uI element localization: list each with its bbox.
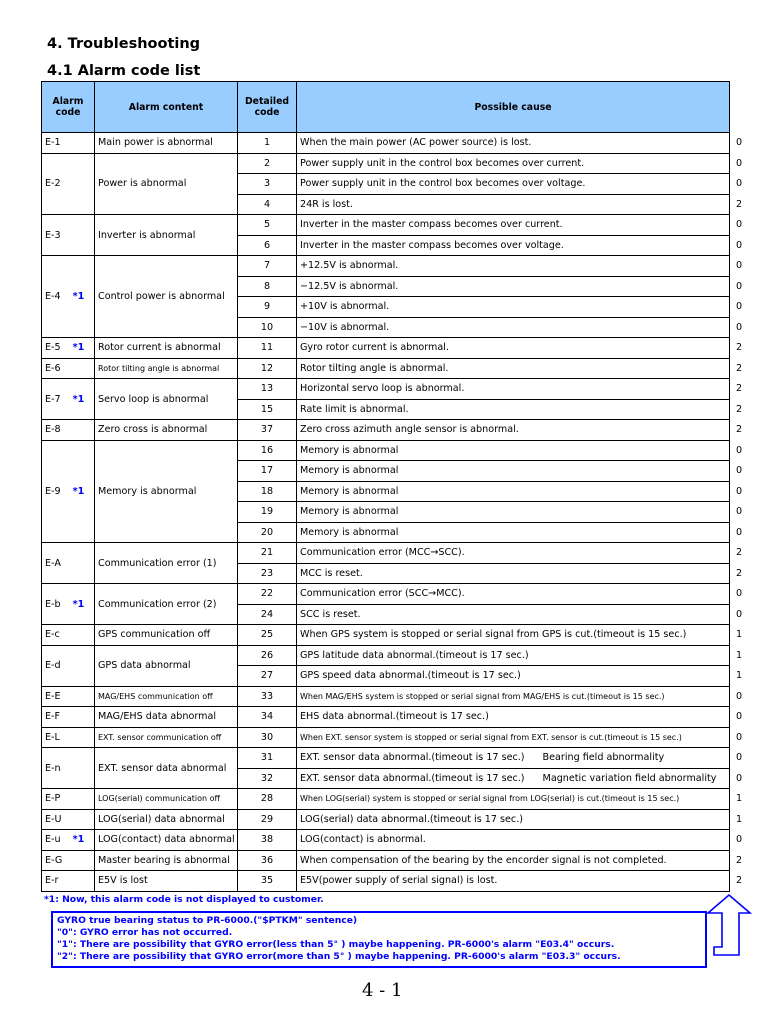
alarm-code: E-P [42,789,95,810]
detailed-code: 11 [238,338,297,359]
detailed-code: 19 [238,502,297,523]
alarm-code: E-c [42,625,95,646]
alarm-content: EXT. sensor data abnormal [95,748,238,789]
detailed-code: 31 [238,748,297,769]
possible-cause: EXT. sensor data abnormal.(timeout is 17 sec.) [300,752,525,764]
gyro-status-value: 0 [736,464,743,476]
gyro-status-value: 0 [736,608,743,620]
alarm-code-cell [42,830,95,851]
possible-cause: +12.5V is abnormal. [297,256,730,277]
alarm-code: E-4 [45,291,61,302]
alarm-content: Servo loop is abnormal [95,379,238,420]
table-row [42,748,730,769]
table-row [42,727,730,748]
header-alarm-content: Alarm content [95,82,238,133]
footnote-marker: *1 [72,485,85,497]
footnote-marker: *1 [72,342,85,354]
detailed-code: 29 [238,809,297,830]
possible-cause: MCC is reset. [297,563,730,584]
possible-cause: When compensation of the bearing by the encorder signal is not completed. [297,850,730,871]
gyro-status-value: 2 [736,403,743,415]
gyro-status-value: 0 [736,259,743,271]
detailed-code: 20 [238,522,297,543]
table-row [42,153,730,174]
cause-note: Magnetic variation field abnormality [542,772,717,784]
detailed-code: 17 [238,461,297,482]
gyro-status-value: 0 [736,526,743,538]
subsection-heading: 4.1 Alarm code list [47,63,201,79]
gyro-status-value: 0 [736,444,743,456]
alarm-code: E-2 [42,153,95,215]
possible-cause: When MAG/EHS system is stopped or serial signal from MAG/EHS is cut.(timeout is 15 sec.) [297,686,730,707]
alarm-content: LOG(serial) data abnormal [95,809,238,830]
detailed-code: 10 [238,317,297,338]
gyro-status-value: 0 [736,136,743,148]
table-row [42,338,730,359]
alarm-code: E-L [42,727,95,748]
detailed-code: 37 [238,420,297,441]
footnote-marker: *1 [72,598,85,610]
alarm-code: E-7 [45,393,61,405]
alarm-code: E-U [42,809,95,830]
possible-cause: Power supply unit in the control box becomes over voltage. [297,174,730,195]
gyro-status-value: 0 [736,710,743,722]
alarm-content: EXT. sensor communication off [95,727,238,748]
possible-cause: Rate limit is abnormal. [297,399,730,420]
detailed-code: 4 [238,194,297,215]
detailed-code: 5 [238,215,297,236]
table-row [42,358,730,379]
alarm-code-cell [42,440,95,543]
possible-cause: EHS data abnormal.(timeout is 17 sec.) [297,707,730,728]
gyro-status-legend [51,911,707,968]
possible-cause-cell [297,748,730,769]
legend-line: "0": GYRO error has not occurred. [57,927,233,938]
gyro-status-value: 0 [736,280,743,292]
alarm-code: E-b [45,598,61,610]
detailed-code: 38 [238,830,297,851]
gyro-status-value: 0 [736,485,743,497]
possible-cause: Memory is abnormal [297,502,730,523]
detailed-code: 8 [238,276,297,297]
table-row [42,830,730,851]
header-detailed-code: Detailed code [238,82,297,133]
header-alarm-code: Alarm code [42,82,95,133]
gyro-status-value: 0 [736,505,743,517]
detailed-code: 6 [238,235,297,256]
possible-cause: When EXT. sensor system is stopped or serial signal from EXT. sensor is cut.(timeout is 15 sec.) [297,727,730,748]
detailed-code: 21 [238,543,297,564]
page-number: 4 - 1 [362,980,403,1001]
table-row [42,645,730,666]
possible-cause-cell [297,768,730,789]
gyro-status-value: 2 [736,362,743,374]
detailed-code: 1 [238,133,297,154]
gyro-status-value: 0 [736,321,743,333]
possible-cause: When LOG(serial) system is stopped or serial signal from LOG(serial) is cut.(timeout is 15 sec.) [297,789,730,810]
gyro-status-value: 0 [736,731,743,743]
alarm-code: E-3 [42,215,95,256]
detailed-code: 30 [238,727,297,748]
alarm-code: E-6 [42,358,95,379]
alarm-code-table [41,81,730,892]
detailed-code: 35 [238,871,297,892]
alarm-code: E-G [42,850,95,871]
table-row [42,420,730,441]
detailed-code: 22 [238,584,297,605]
table-row [42,871,730,892]
possible-cause: Inverter in the master compass becomes over voltage. [297,235,730,256]
detailed-code: 27 [238,666,297,687]
gyro-status-value: 1 [736,792,743,804]
gyro-status-value: 2 [736,854,743,866]
gyro-status-value: 0 [736,218,743,230]
gyro-status-value: 1 [736,813,743,825]
alarm-content: MAG/EHS data abnormal [95,707,238,728]
possible-cause: GPS speed data abnormal.(timeout is 17 sec.) [297,666,730,687]
gyro-status-value: 0 [736,587,743,599]
table-row [42,686,730,707]
alarm-content: Rotor tilting angle is abnormal [95,358,238,379]
alarm-code: E-8 [42,420,95,441]
possible-cause: LOG(serial) data abnormal.(timeout is 17 sec.) [297,809,730,830]
gyro-status-value: 0 [736,751,743,763]
possible-cause: −12.5V is abnormal. [297,276,730,297]
possible-cause: Inverter in the master compass becomes over current. [297,215,730,236]
gyro-status-value: 2 [736,567,743,579]
detailed-code: 2 [238,153,297,174]
section-heading: 4. Troubleshooting [47,36,201,52]
alarm-code: E-5 [45,342,61,354]
legend-line: GYRO true bearing status to PR-6000.("$PTKM" sentence) [57,915,358,926]
alarm-code: E-A [42,543,95,584]
possible-cause: Horizontal servo loop is abnormal. [297,379,730,400]
possible-cause: Power supply unit in the control box becomes over current. [297,153,730,174]
table-row [42,543,730,564]
header-possible-cause: Possible cause [297,82,730,133]
alarm-content: Main power is abnormal [95,133,238,154]
alarm-code: E-d [42,645,95,686]
detailed-code: 26 [238,645,297,666]
table-row [42,379,730,400]
gyro-status-value: 2 [736,423,743,435]
detailed-code: 24 [238,604,297,625]
alarm-content: Rotor current is abnormal [95,338,238,359]
table-row [42,850,730,871]
table-row [42,809,730,830]
table-row [42,440,730,461]
alarm-code: E-r [42,871,95,892]
detailed-code: 7 [238,256,297,277]
legend-line: "1": There are possibility that GYRO error(less than 5° ) maybe happening. PR-6000's alarm "E03.4" occurs. [57,939,615,950]
alarm-content: Power is abnormal [95,153,238,215]
detailed-code: 9 [238,297,297,318]
alarm-code: E-9 [45,485,61,497]
alarm-content: Control power is abnormal [95,256,238,338]
possible-cause: 24R is lost. [297,194,730,215]
table-row [42,133,730,154]
alarm-code: E-E [42,686,95,707]
detailed-code: 25 [238,625,297,646]
possible-cause: Gyro rotor current is abnormal. [297,338,730,359]
possible-cause: LOG(contact) is abnormal. [297,830,730,851]
gyro-status-value: 2 [736,546,743,558]
detailed-code: 28 [238,789,297,810]
alarm-code-cell [42,338,95,359]
footnote: *1: Now, this alarm code is not displayed to customer. [44,894,324,905]
gyro-status-value: 2 [736,198,743,210]
alarm-content: Inverter is abnormal [95,215,238,256]
alarm-content: E5V is lost [95,871,238,892]
detailed-code: 15 [238,399,297,420]
alarm-content: Master bearing is abnormal [95,850,238,871]
alarm-content: LOG(serial) communication off [95,789,238,810]
possible-cause: When GPS system is stopped or serial signal from GPS is cut.(timeout is 15 sec.) [297,625,730,646]
detailed-code: 12 [238,358,297,379]
alarm-content: LOG(contact) data abnormal [95,830,238,851]
alarm-content: Memory is abnormal [95,440,238,543]
gyro-status-value: 2 [736,874,743,886]
detailed-code: 32 [238,768,297,789]
gyro-status-value: 1 [736,649,743,661]
cause-note: Bearing field abnormality [542,752,665,764]
detailed-code: 16 [238,440,297,461]
table-row [42,625,730,646]
gyro-status-value: 2 [736,382,743,394]
gyro-status-value: 0 [736,177,743,189]
gyro-status-value: 0 [736,157,743,169]
gyro-status-value: 0 [736,239,743,251]
possible-cause: Zero cross azimuth angle sensor is abnormal. [297,420,730,441]
table-row [42,215,730,236]
alarm-content: GPS communication off [95,625,238,646]
possible-cause: GPS latitude data abnormal.(timeout is 17 sec.) [297,645,730,666]
possible-cause: +10V is abnormal. [297,297,730,318]
possible-cause: EXT. sensor data abnormal.(timeout is 17 sec.) [300,772,525,784]
table-row [42,707,730,728]
alarm-content: Communication error (2) [95,584,238,625]
possible-cause: −10V is abnormal. [297,317,730,338]
possible-cause: Memory is abnormal [297,440,730,461]
arrow-up-icon [706,893,752,973]
gyro-status-value: 0 [736,300,743,312]
detailed-code: 13 [238,379,297,400]
gyro-status-value: 0 [736,833,743,845]
possible-cause: E5V(power supply of serial signal) is lost. [297,871,730,892]
gyro-status-value: 1 [736,669,743,681]
alarm-content: Communication error (1) [95,543,238,584]
alarm-code: E-n [42,748,95,789]
alarm-code: E-1 [42,133,95,154]
possible-cause: When the main power (AC power source) is lost. [297,133,730,154]
possible-cause: Memory is abnormal [297,522,730,543]
footnote-marker: *1 [72,834,85,846]
alarm-content: MAG/EHS communication off [95,686,238,707]
table-header-row [42,82,730,133]
alarm-code: E-u [45,834,61,846]
detailed-code: 18 [238,481,297,502]
possible-cause: SCC is reset. [297,604,730,625]
legend-line: "2": There are possibility that GYRO error(more than 5° ) maybe happening. PR-6000's alarm "E03.3" occurs. [57,951,621,962]
possible-cause: Communication error (MCC→SCC). [297,543,730,564]
detailed-code: 33 [238,686,297,707]
table-row [42,789,730,810]
alarm-content: Zero cross is abnormal [95,420,238,441]
footnote-marker: *1 [72,393,85,405]
alarm-code-cell [42,584,95,625]
detailed-code: 23 [238,563,297,584]
gyro-status-value: 1 [736,628,743,640]
alarm-code: E-F [42,707,95,728]
possible-cause: Memory is abnormal [297,461,730,482]
alarm-code-cell [42,256,95,338]
detailed-code: 34 [238,707,297,728]
gyro-status-value: 0 [736,772,743,784]
alarm-content: GPS data abnormal [95,645,238,686]
table-row [42,256,730,277]
possible-cause: Rotor tilting angle is abnormal. [297,358,730,379]
detailed-code: 36 [238,850,297,871]
detailed-code: 3 [238,174,297,195]
gyro-status-value: 0 [736,690,743,702]
possible-cause: Memory is abnormal [297,481,730,502]
table-row [42,584,730,605]
footnote-marker: *1 [72,291,85,302]
possible-cause: Communication error (SCC→MCC). [297,584,730,605]
gyro-status-value: 2 [736,341,743,353]
alarm-code-cell [42,379,95,420]
